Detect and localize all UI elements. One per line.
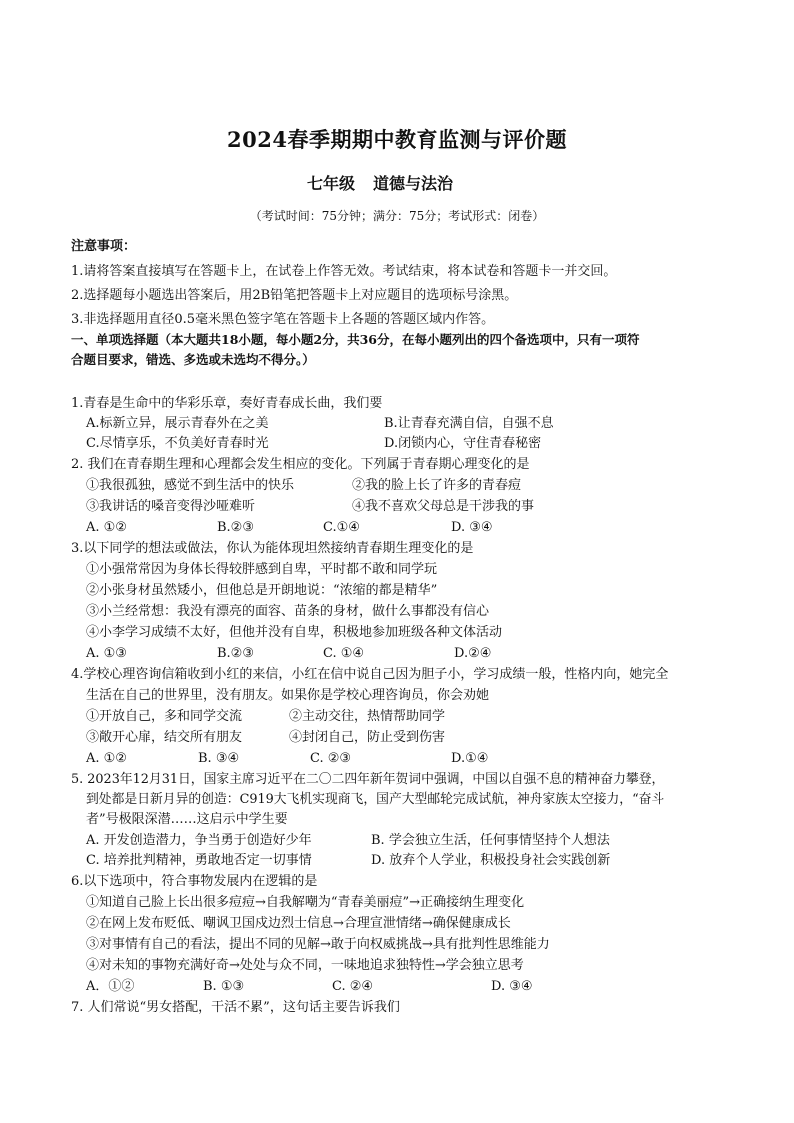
option-b: B. 学会独立生活，任何事情坚持个人想法 (371, 833, 610, 848)
notice-item: 3.非选择题用直径0.5毫米黑色签字笔在答题卡上各题的答题区域内作答。 (71, 312, 495, 327)
statement-4: ④对未知的事物充满好奇→处处与众不同，一味地追求独特性→学会独立思考 (86, 958, 524, 973)
notice-item: 2.选择题每小题选出答案后，用2B铅笔把答题卡上对应题目的选项标号涂黑。 (71, 288, 518, 303)
statement-1: ①知道自己脸上长出很多痘痘→自我解嘲为“青春美丽痘”→正确接纳生理变化 (86, 895, 525, 910)
option-d: D. 放弃个人学业，积极投身社会实践创新 (371, 853, 611, 868)
statement-4: ④我不喜欢父母总是干涉我的事 (352, 499, 535, 514)
option-c: C. ②④ (332, 979, 374, 994)
option-d: D. ③④ (491, 979, 533, 994)
question-stem: 1.青春是生命中的华彩乐章，奏好青春成长曲，我们要 (71, 396, 383, 411)
exam-info: （考试时间：75分钟；满分：75分；考试形式：闭卷） (249, 209, 545, 223)
option-a: A. ①② (86, 751, 127, 766)
question-stem: 6.以下选项中，符合事物发展内在逻辑的是 (71, 874, 318, 889)
statement-3: ③对事情有自己的看法，提出不同的见解→敢于向权威挑战→具有批判性思维能力 (86, 937, 550, 952)
option-a: A. ①③ (86, 646, 127, 661)
question-stem-cont: 到处都是日新月异的创造：C919大飞机实现商飞，国产大型邮轮完成试航，神舟家族太空接力，“奋斗 (86, 792, 665, 807)
statement-3: ③敞开心扉，结交所有朋友 (86, 730, 243, 745)
notice-heading: 注意事项： (71, 239, 137, 254)
option-c: C. ①④ (323, 646, 365, 661)
statement-4: ④封闭自己，防止受到伤害 (289, 730, 446, 745)
option-d: D. ③④ (451, 520, 493, 535)
question-stem: 3.以下同学的想法或做法，你认为能体现坦然接纳青春期生理变化的是 (71, 541, 474, 556)
option-c: C.尽情享乐，不负美好青春时光 (86, 436, 269, 451)
option-d: D.闭锁内心，守住青春秘密 (384, 436, 542, 451)
statement-3: ③我讲话的嗓音变得沙哑难听 (86, 499, 256, 514)
question-stem: 2. 我们在青春期生理和心理都会发生相应的变化。下列属于青春期心理变化的是 (71, 457, 530, 472)
question-stem: 4.学校心理咨询信箱收到小红的来信，小红在信中说自己因为胆子小，学习成绩一般，性格内向，她完全 (71, 667, 669, 682)
statement-3: ③小兰经常想：我没有漂亮的面容、苗条的身材，做什么事都没有信心 (86, 604, 490, 619)
option-c: C.①④ (323, 520, 360, 535)
option-a: A．①② (86, 979, 135, 994)
subject-label: 道德与法治 (373, 174, 454, 193)
exam-title: 2024春季期期中教育监测与评价题 (227, 127, 567, 152)
option-c: C. 培养批判精神，勇敢地否定一切事情 (86, 853, 312, 868)
statement-1: ①我很孤独，感觉不到生活中的快乐 (86, 478, 295, 493)
statement-1: ①小强常常因为身体长得较胖感到自卑，平时都不敢和同学玩 (86, 562, 438, 577)
statement-2: ②我的脸上长了许多的青春痘 (352, 478, 522, 493)
statement-2: ②在网上发布贬低、嘲讽卫国戍边烈士信息→合理宣泄情绪→确保健康成长 (86, 916, 511, 931)
statement-2: ②主动交往，热情帮助同学 (289, 709, 446, 724)
option-b: B.让青春充满自信，自强不息 (384, 416, 554, 431)
question-stem: 7. 人们常说“男女搭配，干活不累”，这句话主要告诉我们 (71, 1000, 400, 1015)
option-a: A. ①② (86, 520, 127, 535)
question-stem: 5. 2023年12月31日，国家主席习近平在二〇二四年新年贺词中强调，中国以自强不息的精神奋力攀登， (71, 772, 665, 787)
question-stem-cont: 生活在自己的世界里，没有朋友。如果你是学校心理咨询员，你会劝她 (86, 688, 490, 703)
option-d: D.①④ (451, 751, 489, 766)
option-d: D.②④ (454, 646, 492, 661)
section-heading-cont: 合题目要求，错选、多选或未选均不得分。） (71, 352, 315, 367)
option-c: C. ②③ (310, 751, 352, 766)
exam-subtitle (0, 171, 760, 194)
statement-1: ①开放自己，多和同学交流 (86, 709, 243, 724)
question-stem-cont: 者”号极限深潜……这启示中学生要 (86, 812, 288, 827)
section-heading: 一、单项选择题（本大题共18小题，每小题2分，共36分，在每小题列出的四个备选项中，只有一项符 (71, 332, 640, 347)
option-b: B. ①③ (203, 979, 245, 994)
notice-item: 1.请将答案直接填写在答题卡上，在试卷上作答无效。考试结束，将本试卷和答题卡一并交回。 (71, 264, 617, 279)
statement-4: ④小李学习成绩不太好，但他并没有自卑，积极地参加班级各种文体活动 (86, 625, 503, 640)
option-a: A.标新立异，展示青春外在之美 (86, 416, 269, 431)
option-b: B. ③④ (198, 751, 240, 766)
option-b: B.②③ (217, 520, 254, 535)
statement-2: ②小张身材虽然矮小，但他总是开朗地说：“浓缩的都是精华” (86, 583, 438, 598)
grade-label: 七年级 (306, 174, 355, 193)
option-a: A. 开发创造潜力，争当勇于创造好少年 (86, 833, 312, 848)
option-b: B.②③ (217, 646, 254, 661)
